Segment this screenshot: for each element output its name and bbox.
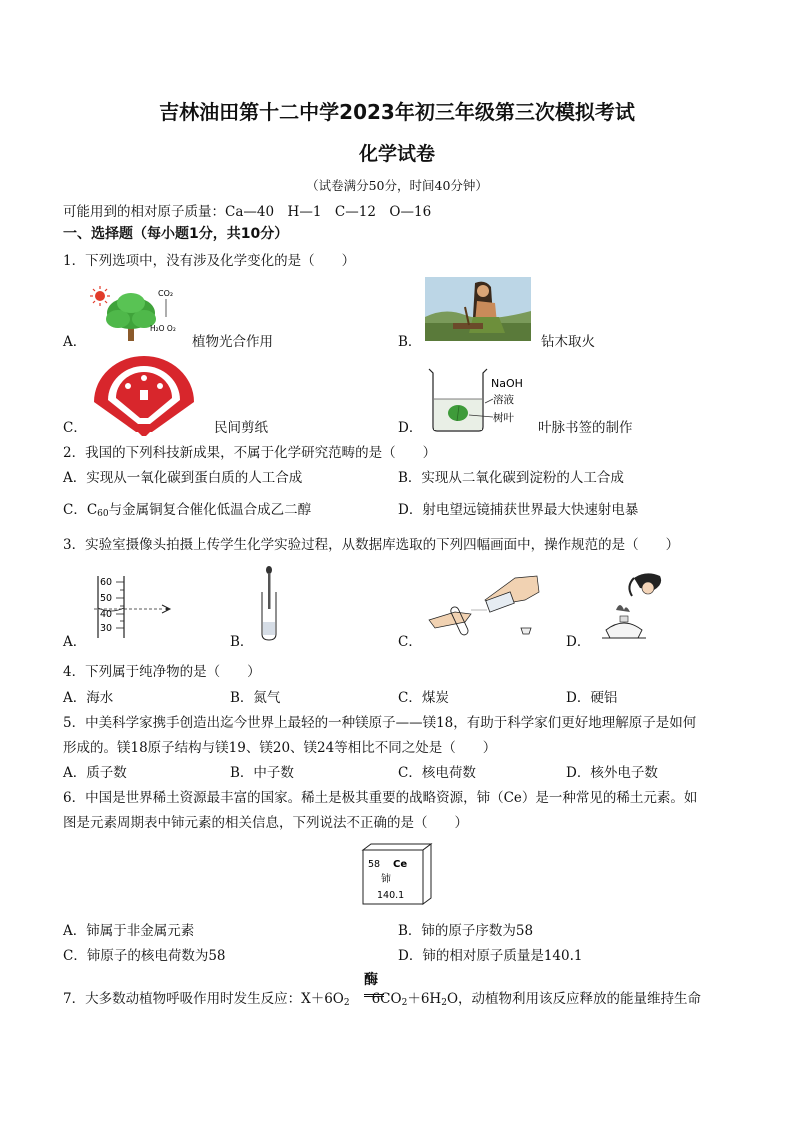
drilling-wood-fire-image bbox=[425, 277, 531, 341]
tick-50: 50 bbox=[100, 593, 113, 604]
q1-option-a-letter: A． bbox=[63, 334, 87, 350]
q3-option-b: B． bbox=[230, 634, 254, 650]
student-head bbox=[629, 573, 661, 596]
q3-option-a: A． bbox=[63, 634, 87, 650]
dropper-test-tube-image bbox=[255, 564, 285, 642]
tick-30: 30 bbox=[100, 623, 113, 634]
q5-option-c: C．核电荷数 bbox=[398, 765, 476, 781]
q6-option-d: D．铈的相对原子质量是140.1 bbox=[398, 948, 583, 964]
exam-info: （试卷满分50分，时间40分钟） bbox=[306, 178, 488, 193]
q1-option-c-text: 民间剪纸 bbox=[214, 420, 268, 436]
question-6-stem-line1: 6．中国是世界稀土资源最丰富的国家。稀土是极其重要的战略资源，铈（Ce）是一种常见的稀土元素。如 bbox=[63, 790, 698, 806]
tick-40: 40 bbox=[100, 609, 113, 620]
q2-option-a: A．实现从一氧化碳到蛋白质的人工合成 bbox=[63, 470, 303, 486]
atomic-number: 58 bbox=[368, 859, 381, 870]
alcohol-lamp-image bbox=[594, 570, 694, 642]
question-1-stem: 1．下列选项中，没有涉及化学变化的是（ ） bbox=[63, 253, 356, 269]
q3-option-c: C． bbox=[398, 634, 422, 650]
q6-option-b: B．铈的原子序数为58 bbox=[398, 923, 534, 939]
question-2-stem: 2．我国的下列科技新成果，不属于化学研究范畴的是（ ） bbox=[63, 445, 437, 461]
subject-title: 化学试卷 bbox=[358, 143, 435, 165]
paper-cut-fan-image bbox=[88, 352, 200, 436]
q3-option-d: D． bbox=[566, 634, 591, 650]
tick-60: 60 bbox=[100, 577, 113, 588]
question-4-stem: 4．下列属于纯净物的是（ ） bbox=[63, 664, 261, 680]
q2-option-d: D．射电望远镜捕获世界最大快速射电暴 bbox=[398, 502, 639, 518]
solution-label: 溶液 bbox=[493, 394, 514, 406]
leaf-label: 树叶 bbox=[493, 412, 514, 424]
question-5-stem-line2: 形成的。镁18原子结构与镁19、镁20、镁24等相比不同之处是（ ） bbox=[63, 740, 497, 756]
q2-option-c: C．C60与金属铜复合催化低温合成乙二醇 bbox=[63, 502, 312, 519]
graduated-cylinder-reading-image bbox=[88, 572, 183, 642]
q4-option-c: C．煤炭 bbox=[398, 690, 449, 706]
q4-option-d: D．硬铝 bbox=[566, 690, 618, 706]
q1-option-c-letter: C． bbox=[63, 420, 87, 436]
enzyme-catalyst-label: 酶 bbox=[364, 972, 378, 988]
q4-option-a: A．海水 bbox=[63, 690, 114, 706]
q6-option-c: C．铈原子的核电荷数为58 bbox=[63, 948, 226, 964]
question-3-stem: 3．实验室摄像头拍摄上传学生化学实验过程，从数据库选取的下列四幅画面中，操作规范的是（ ） bbox=[63, 537, 680, 553]
section-heading: 一、选择题（每小题1分，共10分） bbox=[63, 226, 289, 242]
q5-option-d: D．核外电子数 bbox=[566, 765, 658, 781]
tree-icon bbox=[106, 293, 156, 341]
q4-option-b: B．氮气 bbox=[230, 690, 281, 706]
atomic-mass: 140.1 bbox=[377, 890, 405, 901]
beaker-naoh-leaf-image bbox=[425, 365, 535, 435]
co2-label: CO₂ bbox=[158, 289, 174, 298]
q1-option-b-letter: B． bbox=[398, 334, 422, 350]
naoh-label: NaOH bbox=[491, 377, 523, 390]
element-name: 铈 bbox=[381, 874, 391, 885]
q6-option-a: A．铈属于非金属元素 bbox=[63, 923, 195, 939]
q1-option-d-letter: D． bbox=[398, 420, 423, 436]
atomic-masses: 可能用到的相对原子质量：Ca—40 H—1 C—12 O—16 bbox=[63, 204, 432, 220]
pouring-liquid-image bbox=[425, 570, 545, 642]
q1-option-a-text: 植物光合作用 bbox=[192, 334, 273, 350]
q1-option-b-text: 钻木取火 bbox=[541, 334, 595, 350]
q5-option-a: A．质子数 bbox=[63, 765, 127, 781]
question-7-stem: 7．大多数动植物呼吸作用时发生反应：X＋6O2 6CO2＋6H2O，动植物利用该反应释放的能量维持生命 bbox=[63, 991, 702, 1008]
exam-title: 吉林油田第十二中学2023年初三年级第三次模拟考试 bbox=[159, 100, 635, 124]
q5-option-b: B．中子数 bbox=[230, 765, 294, 781]
question-6-stem-line2: 图是元素周期表中铈元素的相关信息，下列说法不正确的是（ ） bbox=[63, 815, 468, 831]
element-symbol: Ce bbox=[393, 859, 408, 870]
h2o-o2-label: H₂O O₂ bbox=[150, 324, 176, 333]
question-5-stem-line1: 5．中美科学家携手创造出迄今世界上最轻的一种镁原子——镁18，有助于科学家们更好地理解原子是如何 bbox=[63, 715, 697, 731]
q1-option-d-text: 叶脉书签的制作 bbox=[538, 420, 633, 436]
q2-option-b: B．实现从二氧化碳到淀粉的人工合成 bbox=[398, 470, 624, 486]
photosynthesis-image bbox=[88, 283, 188, 345]
sun-icon bbox=[90, 286, 110, 306]
cerium-element-card bbox=[361, 842, 435, 906]
